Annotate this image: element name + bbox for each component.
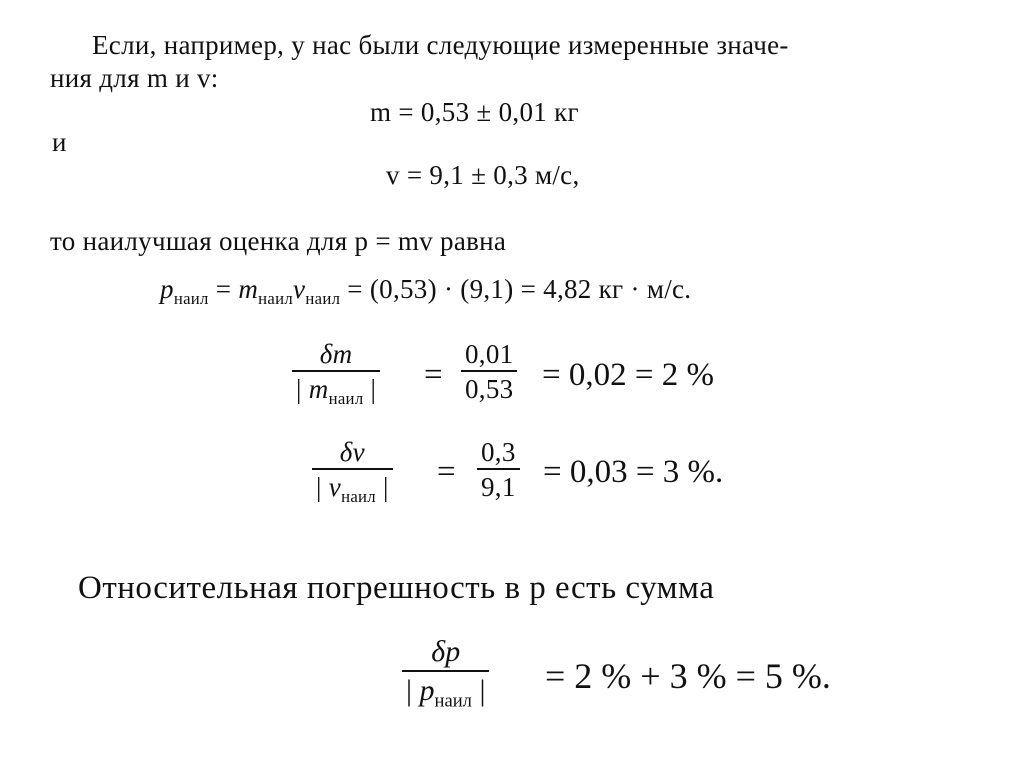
numerator-03: 0,3 [481, 437, 516, 467]
equals-sign: = [208, 274, 239, 304]
equation-m: m = 0,53 ± 0,01 кг [370, 97, 579, 127]
fraction-bar [477, 468, 520, 470]
v-symbol: v [293, 274, 306, 304]
numerator-dp: δp [431, 635, 461, 668]
conjunction-and: и [52, 127, 67, 157]
relative-error-sum-line: Относительная погрешность в p есть сумма [78, 570, 715, 606]
fraction-dp-over-p [402, 636, 489, 711]
numerator-001: 0,01 [465, 339, 514, 369]
fraction-001-over-053 [461, 340, 517, 404]
v-subscript: наил [305, 288, 341, 308]
p-subscript: наил [173, 288, 209, 308]
result-relative-v: = 0,03 = 3 %. [543, 454, 724, 490]
fraction-bar [292, 370, 380, 372]
intro-line-2: ния для m и v: [50, 63, 219, 93]
fraction-bar [402, 670, 489, 672]
fraction-03-over-91 [477, 438, 520, 502]
p-symbol: p [160, 274, 174, 304]
denominator-v: | $v_{наил}$ | [316, 472, 389, 507]
equation-v: v = 9,1 ± 0,3 м/с, [386, 160, 580, 190]
m-subscript: наил [258, 288, 294, 308]
intro-line-1: Если, например, у нас были следующие измеренные значе- [92, 30, 789, 60]
denominator-m: | $m_{наил}$ | [296, 374, 377, 409]
fraction-dm-over-m [292, 340, 380, 408]
numerator-dm: δm [319, 339, 353, 369]
numerator-dv: δv [339, 437, 365, 467]
fraction-dv-over-v [312, 438, 393, 506]
fraction-bar [461, 370, 517, 372]
denominator-p: | $p_{наил}$ | [406, 673, 486, 711]
denominator-91: 9,1 [481, 472, 516, 503]
equation-p-value: = (0,53) · (9,1) = 4,82 кг · м/с. [340, 274, 692, 304]
equals-sign: = [424, 357, 443, 393]
m-symbol: m [238, 274, 259, 304]
result-relative-m: = 0,02 = 2 % [542, 357, 714, 393]
equation-p-best [160, 274, 691, 309]
best-estimate-line: то наилучшая оценка для p = mv равна [50, 226, 507, 256]
denominator-053: 0,53 [465, 374, 514, 405]
result-relative-p: = 2 % + 3 % = 5 %. [545, 656, 831, 696]
fraction-bar [312, 468, 393, 470]
equals-sign: = [437, 454, 456, 490]
